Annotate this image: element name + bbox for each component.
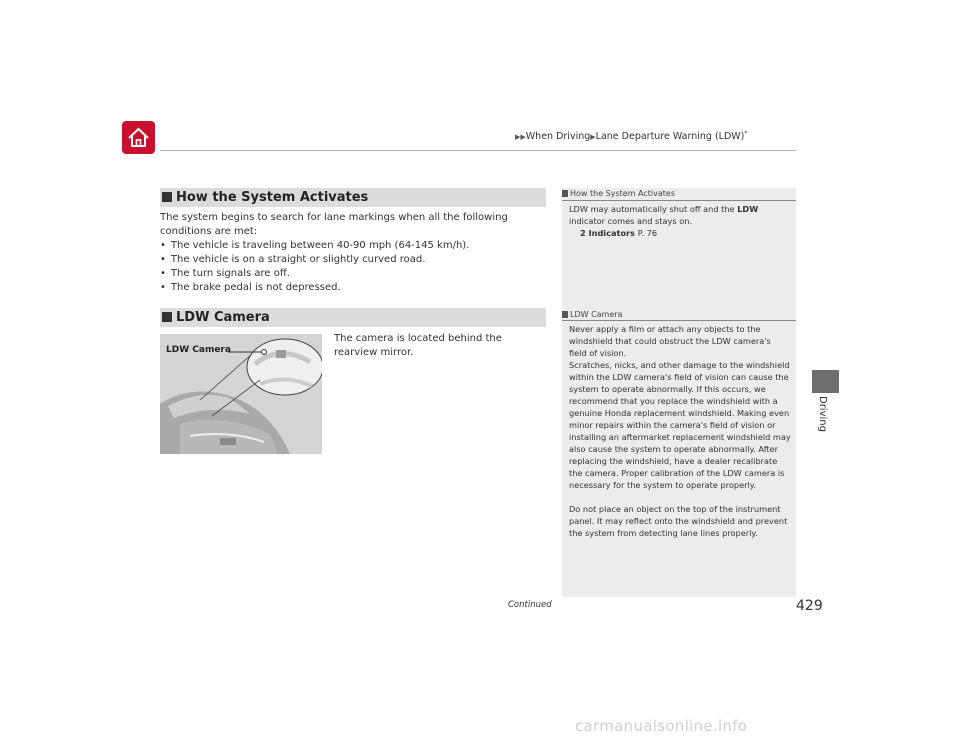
- section-heading-how-system-activates: [160, 188, 546, 207]
- chapter-tab-label[interactable]: Driving: [817, 396, 828, 432]
- list-item: • The vehicle is traveling between 40-90 mph (64-145 km/h).: [160, 239, 548, 253]
- section-body-activates: [160, 211, 548, 295]
- watermark: carmanualsonline.info: [575, 717, 748, 735]
- page-number: 429: [796, 598, 823, 614]
- breadcrumb-arrow-icon: ▶▶: [515, 133, 526, 142]
- reference-arrow-icon: 2: [580, 228, 586, 238]
- header-divider: [160, 150, 796, 151]
- breadcrumb-arrow-icon: ▶: [590, 133, 596, 142]
- breadcrumb-item-ldw: Lane Departure Warning (LDW): [595, 131, 745, 143]
- section-intro: The system begins to search for lane markings when all the following conditions are met:: [160, 212, 508, 237]
- note-paragraph: Never apply a film or attach any objects to the windshield that could obstruct the LDW camera's field of vision.: [569, 324, 771, 358]
- breadcrumb: [515, 130, 747, 142]
- conditions-list: [160, 239, 548, 295]
- note-title: LDW Camera: [570, 310, 623, 319]
- ldw-camera-illustration: [160, 334, 322, 454]
- continued-label: Continued: [508, 600, 552, 610]
- indicators-reference-link[interactable]: [569, 227, 791, 239]
- section-heading-ldw-camera: [160, 308, 546, 327]
- camera-location-text: The camera is located behind the rearview mirror.: [334, 333, 502, 358]
- note-marker-icon: [562, 311, 568, 318]
- section-title: How the System Activates: [176, 190, 369, 205]
- note-marker-icon: [562, 190, 568, 197]
- reference-page: P. 76: [637, 228, 658, 238]
- section-square-icon: [162, 312, 172, 322]
- list-item: • The brake pedal is not depressed.: [160, 281, 548, 295]
- note-paragraph: Do not place an object on the top of the instrument panel. It may reflect onto the windshield and prevent the system from detecting lane lines properly.: [569, 504, 788, 538]
- note-heading-activates: [562, 189, 675, 198]
- home-icon: [127, 126, 150, 149]
- note-text: indicator comes and stays on.: [569, 216, 693, 226]
- note-body-activates: [569, 203, 791, 239]
- ldw-camera-callout-label: LDW Camera: [166, 345, 231, 355]
- section-title: LDW Camera: [176, 310, 270, 325]
- section-square-icon: [162, 192, 172, 202]
- ldw-term: LDW: [737, 204, 759, 214]
- note-title: How the System Activates: [570, 189, 675, 198]
- note-text: LDW may automatically shut off and the: [569, 204, 738, 214]
- home-button[interactable]: [122, 121, 155, 154]
- note-heading-ldw-camera: [562, 310, 622, 319]
- reference-label[interactable]: Indicators: [588, 228, 635, 238]
- note-paragraph: Scratches, nicks, and other damage to the windshield within the LDW camera's field of vision can cause the system to operate abnormally. If this occurs, we recommend that you replace the windshield with a genuine Honda replacement windshield. Making even minor repairs within the camera's field of vision or installing an aftermarket replacement windshield may also cause the system to operate abnormally. After replacing the windshield, have a dealer recalibrate the camera. Proper calibration of the LDW camera is necessary for the system to operate properly.: [569, 360, 791, 490]
- note-body-ldw-camera: [569, 323, 791, 539]
- footnote-mark: *: [744, 130, 748, 137]
- list-item: • The vehicle is on a straight or slightly curved road.: [160, 253, 548, 267]
- note-divider: [562, 200, 796, 201]
- breadcrumb-item-when-driving[interactable]: When Driving: [525, 131, 591, 143]
- list-item: • The turn signals are off.: [160, 267, 548, 281]
- chapter-tab-marker[interactable]: [812, 370, 839, 393]
- note-divider: [562, 320, 796, 321]
